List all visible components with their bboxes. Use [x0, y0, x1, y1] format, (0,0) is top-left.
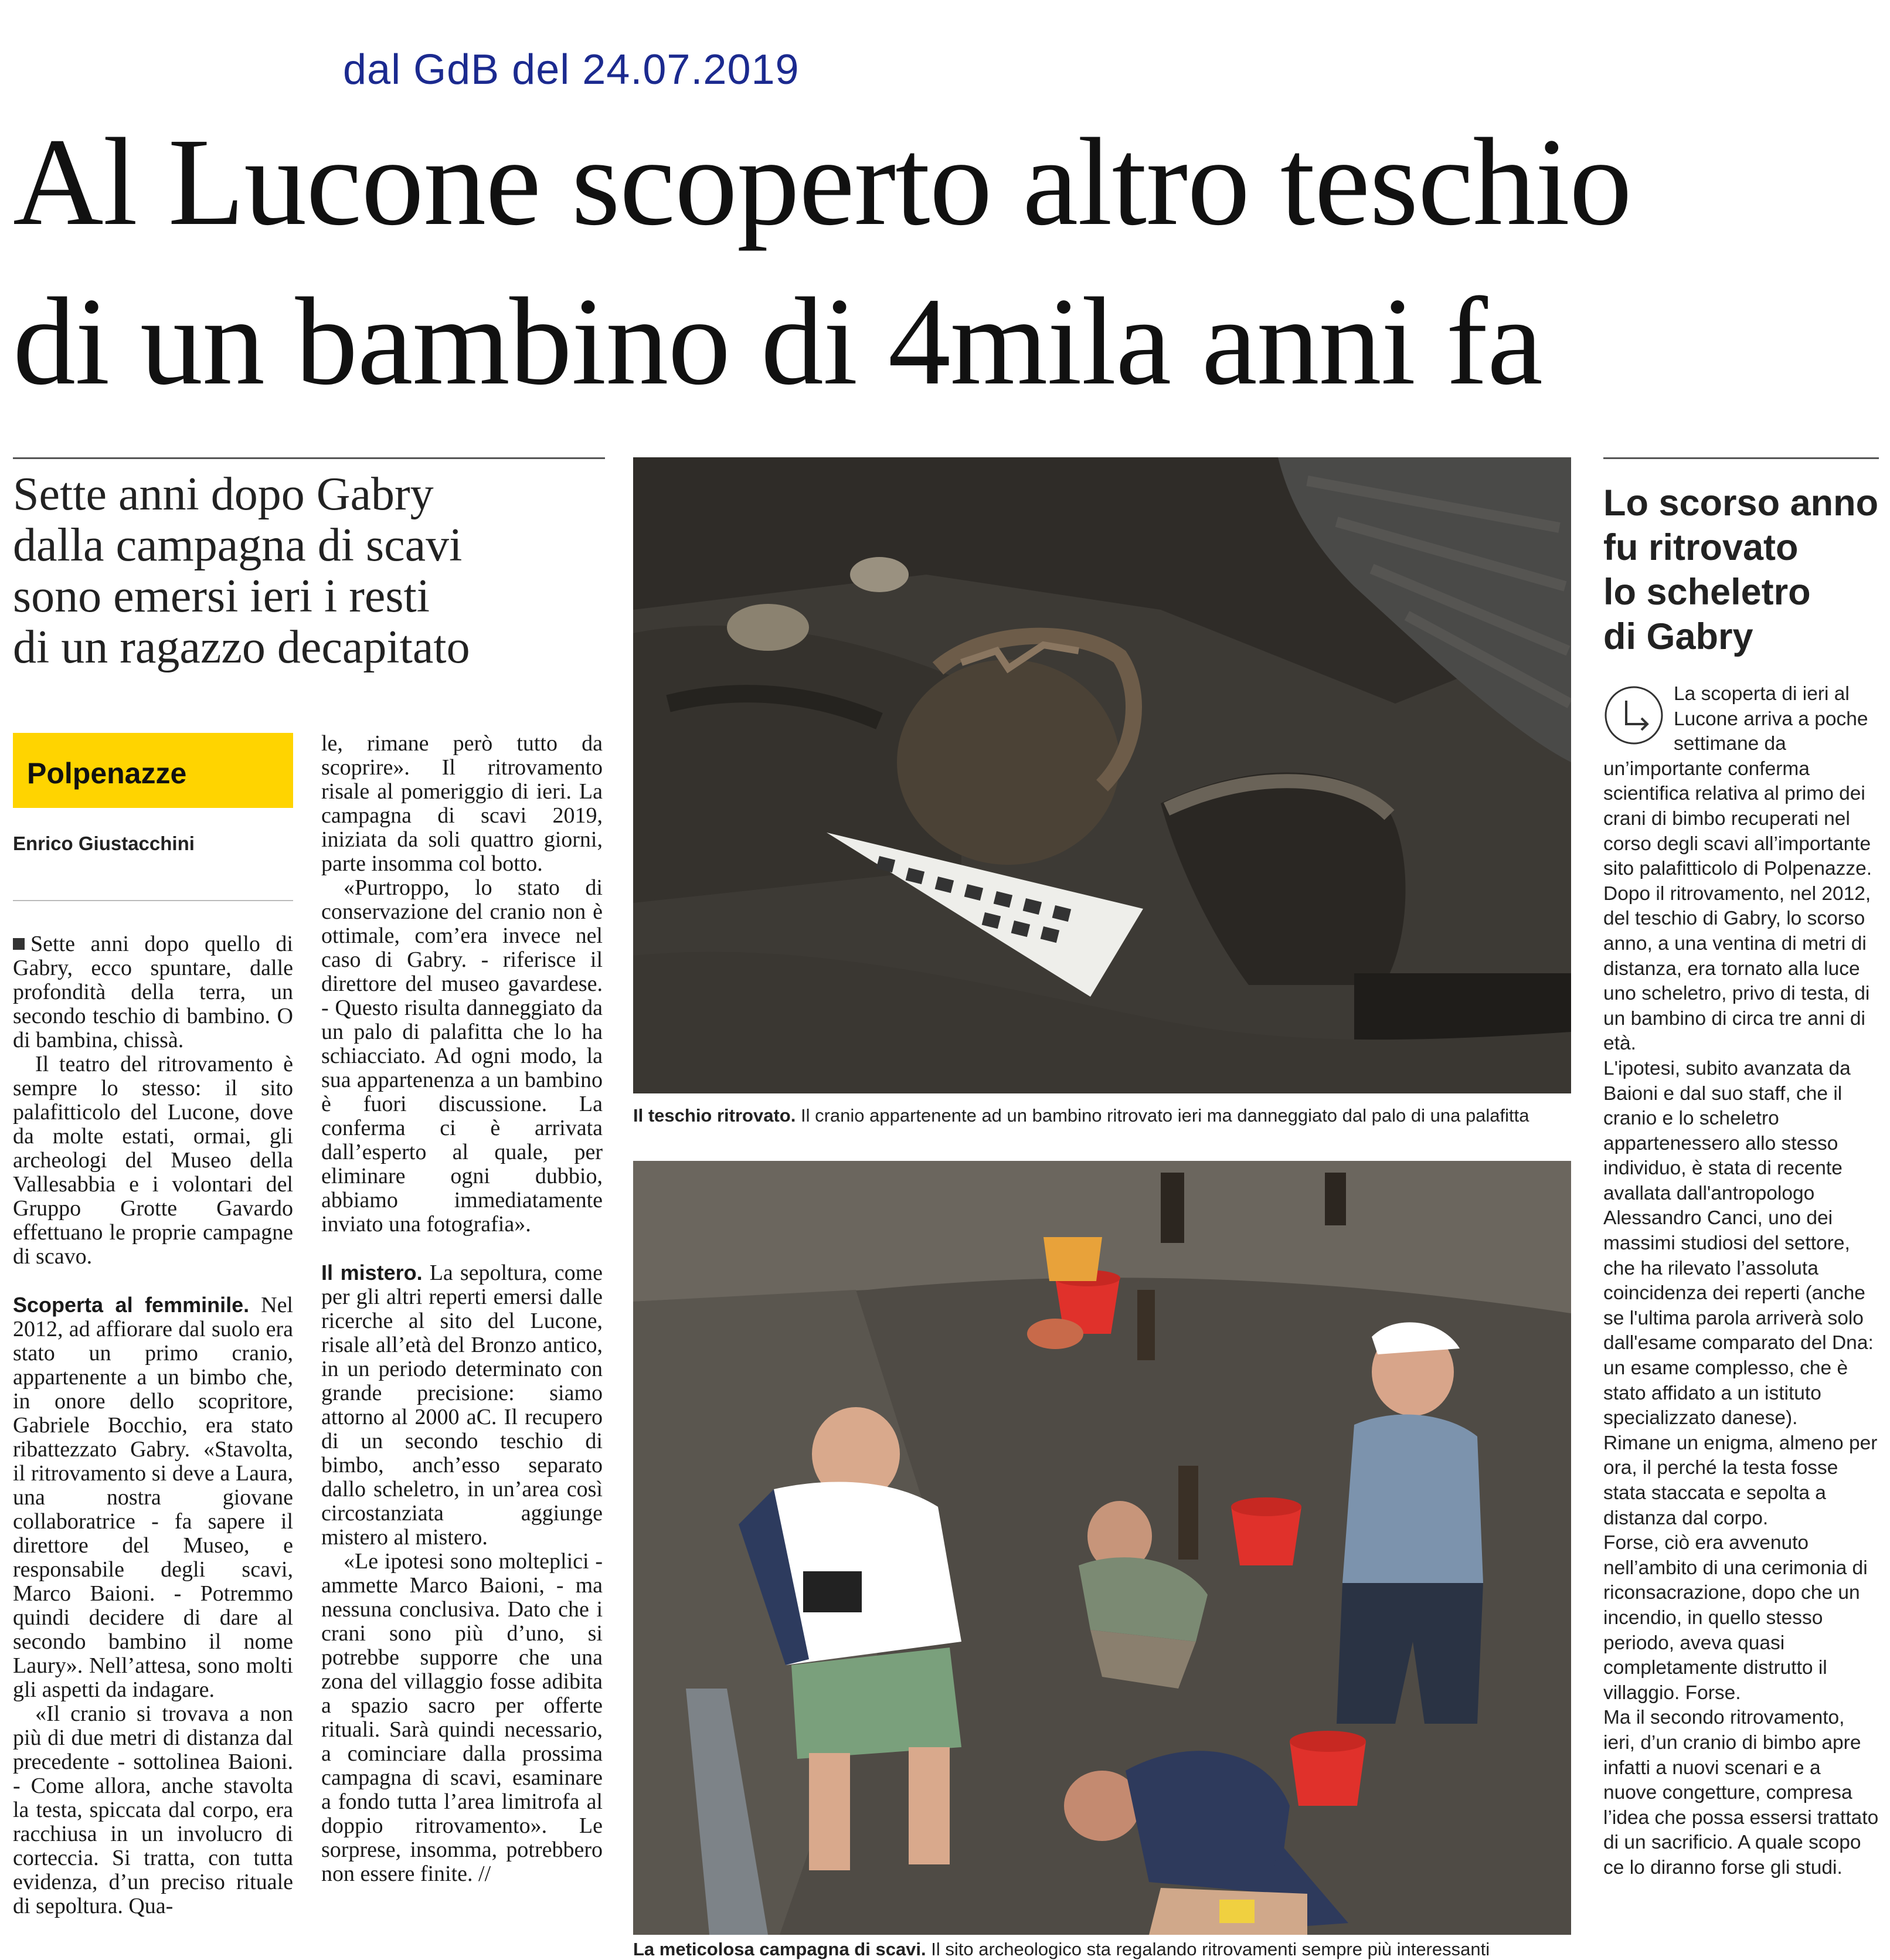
headline	[13, 103, 1877, 422]
subheadline	[13, 469, 599, 673]
source-note: dal GdB del 24.07.2019	[343, 46, 800, 93]
byline-rule	[13, 900, 293, 901]
location-tag	[13, 733, 293, 808]
sidebar-title-line-3: lo scheletro	[1603, 572, 1811, 613]
article-paragraph: «Il cranio si trovava a non più di due metri di distanza dal precedente - sottolinea Baioni. - Come allora, anche stavolta la testa, spiccata dal corpo, era racchiusa in un involucro di corteccia. Si tratta, con tutta evidenza, d’un preciso rituale di sepoltura. Qua-	[13, 1701, 293, 1918]
article-paragraph: «Purtroppo, lo stato di conservazione del cranio non è ottimale, com’era invece nel caso di Gabry. - riferisce il direttore del museo gavardese. - Questo risulta danneggiato da un palo di palafitta che lo ha schiacciato. Ad ogni modo, la sua appartenenza a un bambino è fuori discussione. La conferma ci è arrivata dall’esperto al quale, per eliminare ogni dubbio, abbiamo immediatamente inviato una fotografia».	[321, 875, 603, 1237]
photo-caption: Il teschio ritrovato. Il cranio appartenente ad un bambino ritrovato ieri ma danneggiato dal palo di una palafitta	[633, 1105, 1529, 1126]
article-paragraph: Il mistero. La sepoltura, come per gli altri reperti emersi dalle ricerche al sito del Lucone, risale all’età del Bronzo antico, in un periodo determinato con grande precisione: siamo attorno al 2000 aC. Il recupero di un secondo teschio di bimbo, anch’esso separato dallo scheletro, in un’area così circostanziata aggiunge mistero al mistero.	[321, 1261, 603, 1550]
byline: Enrico Giustacchini	[13, 833, 195, 854]
sidebar-title-line-2: fu ritrovato	[1603, 527, 1799, 568]
article-subhead: Il mistero.	[321, 1261, 423, 1285]
article-column-1	[13, 932, 293, 1918]
sidebar-paragraph: Rimane un enigma, almeno per ora, il perché la testa fosse stata staccata e sepolta a distanza dal corpo.	[1603, 1432, 1878, 1529]
sidebar-paragraph: Ma il secondo ritrovamento, ieri, d’un cranio di bimbo apre infatti a nuovi scenari e a nuove congetture, compresa l’idea che possa essersi trattato di un sacrificio. A quale scopo ce lo diranno forse gli studi.	[1603, 1707, 1879, 1879]
article-subhead: Scoperta al femminile.	[13, 1293, 250, 1317]
headline-line-1: Al Lucone scoperto altro teschio	[13, 113, 1631, 252]
sidebar-paragraph: Forse, ciò era avvenuto nell’ambito di una cerimonia di riconsacrazione, dopo che un incendio, in quello stesso periodo, aveva quasi completamente distrutto il villaggio. Forse.	[1603, 1532, 1868, 1704]
photo-caption: La meticolosa campagna di scavi. Il sito archeologico sta regalando ritrovamenti sempre più interessanti	[633, 1939, 1490, 1959]
article-paragraph: Sette anni dopo quello di Gabry, ecco spuntare, dalle profondità della terra, un secondo teschio di bambino. O di bambina, chissà.	[13, 932, 293, 1052]
sidebar-rule	[1603, 457, 1879, 459]
sidebar-paragraph: L'ipotesi, subito avanzata da Baioni e dal suo staff, che il cranio e lo scheletro appartenessero allo stesso individuo, è stata di recente avallata dall'antropologo Alessandro Canci, uno dei massimi studiosi del settore, che ha rilevato l’assoluta coincidenza dei reperti (anche se l'ultima parola arriverà solo dall'esame comparato del Dna: un esame complesso, che è stato affidato a un istituto specializzato danese).	[1603, 1057, 1874, 1429]
article-paragraph: le, rimane però tutto da scoprire». Il ritrovamento risale al pomeriggio di ieri. La campagna di scavi 2019, iniziata da soli quattro giorni, parte insomma col botto.	[321, 731, 603, 876]
sidebar-title	[1603, 481, 1879, 659]
location-tag-label: Polpenazze	[27, 757, 187, 790]
photo-excavation	[633, 1161, 1571, 1935]
subheadline-line-4: di un ragazzo decapitato	[13, 621, 470, 673]
subheadline-line-1: Sette anni dopo Gabry	[13, 468, 434, 520]
left-column-rule	[13, 457, 605, 459]
subheadline-line-2: dalla campagna di scavi	[13, 519, 463, 571]
headline-line-2: di un bambino di 4mila anni fa	[13, 272, 1542, 411]
sidebar-paragraph: La scoperta di ieri al Lucone arriva a poche settimane da un’importante conferma scientifica relativa al primo dei crani di bimbo recuperati nel corso degli scavi all’importante sito palafitticolo di Polpenazze.	[1603, 683, 1872, 880]
article-column-2	[321, 732, 603, 1886]
sidebar-text	[1603, 682, 1879, 1881]
paragraph-square-icon	[13, 938, 25, 950]
subheadline-line-3: sono emersi ieri i resti	[13, 570, 430, 622]
article-paragraph: «Le ipotesi sono molteplici - ammette Marco Baioni, - ma nessuna conclusiva. Dato che i crani sono più d’uno, si potrebbe supporre che una zona del villaggio fosse adibita a spazio sacro per offerte rituali. Sarà quindi necessario, a cominciare dalla prossima campagna di scavi, esaminare a fondo tutta l’area limitrofa al doppio ritrovamento». Le sorprese, insomma, potrebbero non essere finite. //	[321, 1549, 603, 1886]
sidebar-paragraph: Dopo il ritrovamento, nel 2012, del teschio di Gabry, lo scorso anno, a una ventina di metri di distanza, era tornato alla luce uno scheletro, privo di testa, di un bambino di circa tre anni di età.	[1603, 882, 1871, 1055]
article-paragraph: Scoperta al femminile. Nel 2012, ad affiorare dal suolo era stato un primo cranio, appartenente a un bimbo che, in onore dello scopritore, Gabriele Bocchio, era stato ribattezzato Gabry. «Stavolta, il ritrovamento si deve a Laura, una nostra giovane collaboratrice - fa sapere il direttore del Museo, e responsabile degli scavi, Marco Baioni. - Potremmo quindi decidere di dare al secondo bambino il nome Laury». Nell’attesa, sono molti gli aspetti da indagare.	[13, 1293, 293, 1702]
sidebar-title-line-1: Lo scorso anno	[1603, 483, 1879, 524]
article-paragraph: Il teatro del ritrovamento è sempre lo stesso: il sito palafitticolo del Lucone, dove da molte estati, ormai, gli archeologi del Museo della Vallesabbia e i volontari del Gruppo Grotte Gavardo effettuano le proprie campagne di scavo.	[13, 1052, 293, 1269]
sidebar-title-line-4: di Gabry	[1603, 616, 1753, 657]
photo-skull	[633, 457, 1571, 1093]
